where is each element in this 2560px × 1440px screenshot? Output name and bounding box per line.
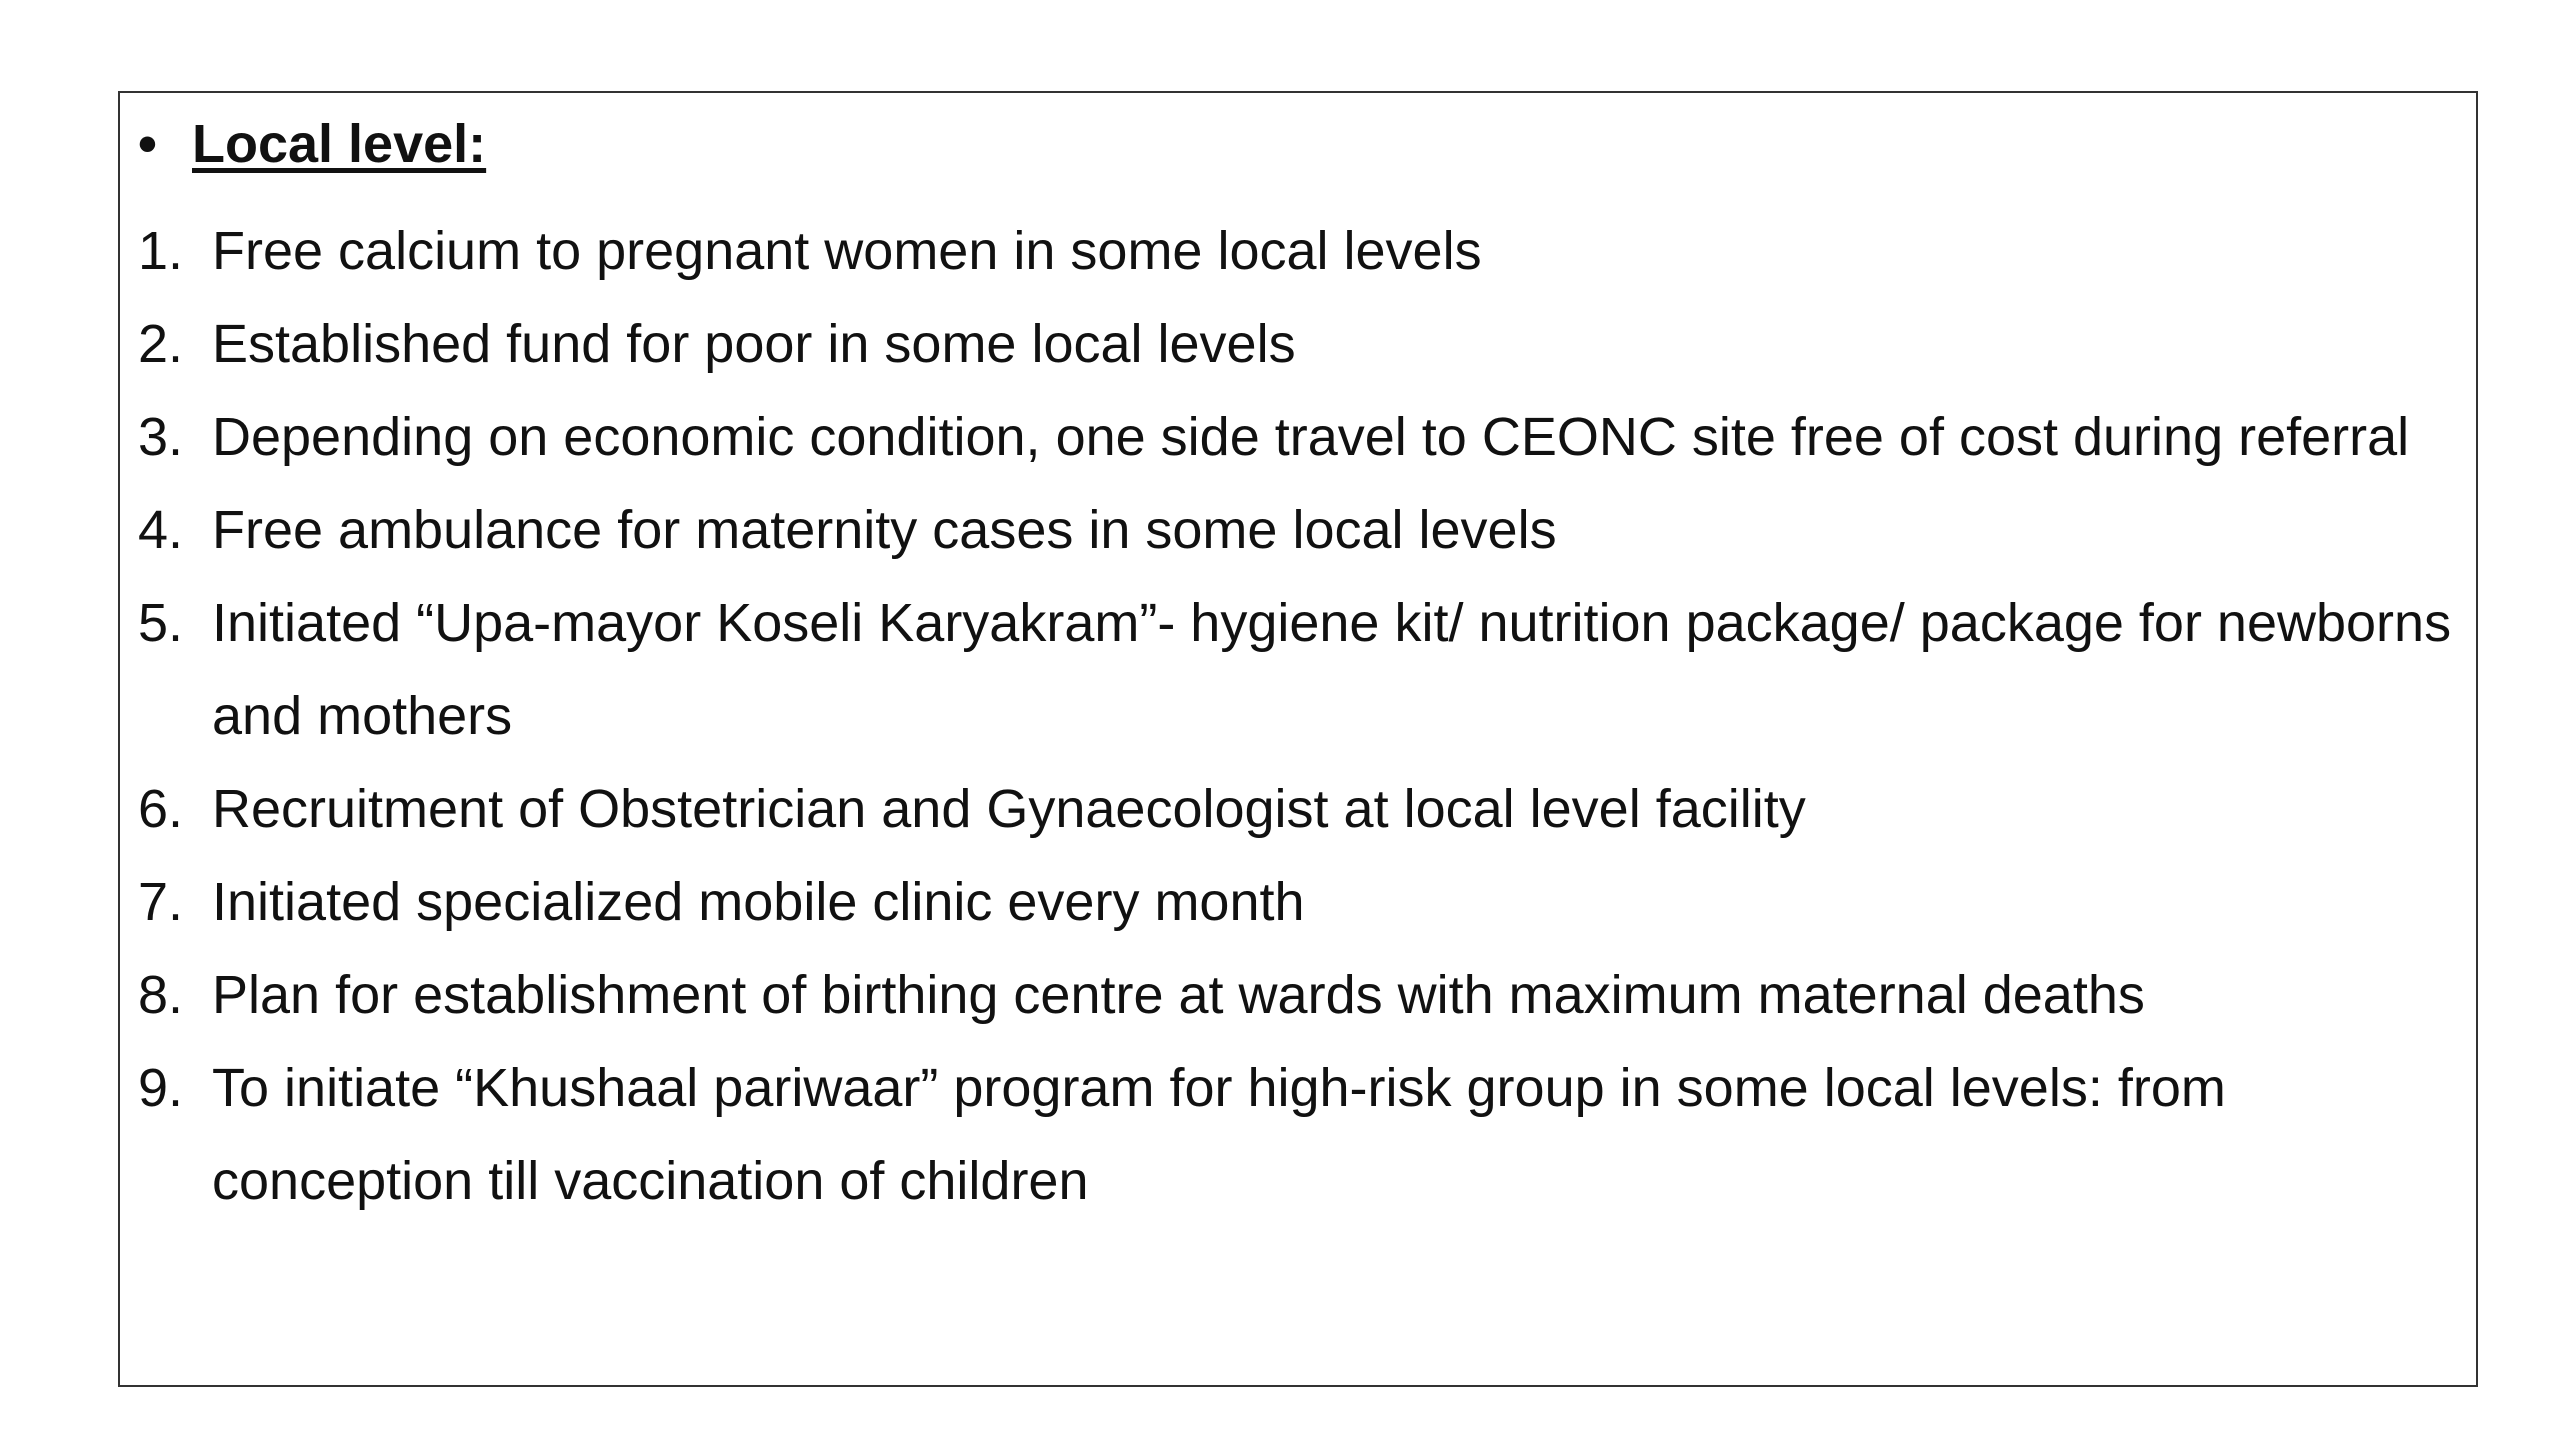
list-item-text: Depending on economic condition, one side travel to CEONC site free of cost during referral xyxy=(212,407,2410,467)
list-item-number: 4. xyxy=(138,500,184,560)
list-item xyxy=(138,205,2458,298)
heading-text: Local level: xyxy=(192,114,487,174)
list-item-number: 9. xyxy=(138,1058,184,1118)
list-item-text: To initiate “Khushaal pariwaar” program for high-risk group in some local levels: from conception till vaccination of children xyxy=(212,1058,2226,1211)
list-item-number: 6. xyxy=(138,779,184,839)
content-box xyxy=(118,91,2478,1387)
list-item xyxy=(138,856,2458,949)
list-item-number: 5. xyxy=(138,593,184,653)
list-item-number: 8. xyxy=(138,965,184,1025)
list-item-number: 1. xyxy=(138,221,184,281)
list-item-text: Free calcium to pregnant women in some local levels xyxy=(212,221,1482,281)
list-item xyxy=(138,298,2458,391)
list-item-number: 3. xyxy=(138,407,184,467)
list-item-text: Plan for establishment of birthing centre at wards with maximum maternal deaths xyxy=(212,965,2145,1025)
list-item xyxy=(138,763,2458,856)
list-item-text: Free ambulance for maternity cases in some local levels xyxy=(212,500,1557,560)
list-item xyxy=(138,391,2458,484)
list-item-text: Established fund for poor in some local levels xyxy=(212,314,1296,374)
list-item xyxy=(138,577,2458,763)
list-item-number: 7. xyxy=(138,872,184,932)
list-item xyxy=(138,949,2458,1042)
list-item-text: Initiated specialized mobile clinic every month xyxy=(212,872,1305,932)
numbered-list xyxy=(138,205,2458,1228)
list-item-text: Recruitment of Obstetrician and Gynaecologist at local level facility xyxy=(212,779,1806,839)
list-item-text: Initiated “Upa-mayor Koseli Karyakram”- hygiene kit/ nutrition package/ package for newborns and mothers xyxy=(212,593,2452,746)
bullet-icon: • xyxy=(138,114,157,174)
list-item xyxy=(138,1042,2458,1228)
list-item-number: 2. xyxy=(138,314,184,374)
section-heading xyxy=(138,114,487,174)
list-item xyxy=(138,484,2458,577)
